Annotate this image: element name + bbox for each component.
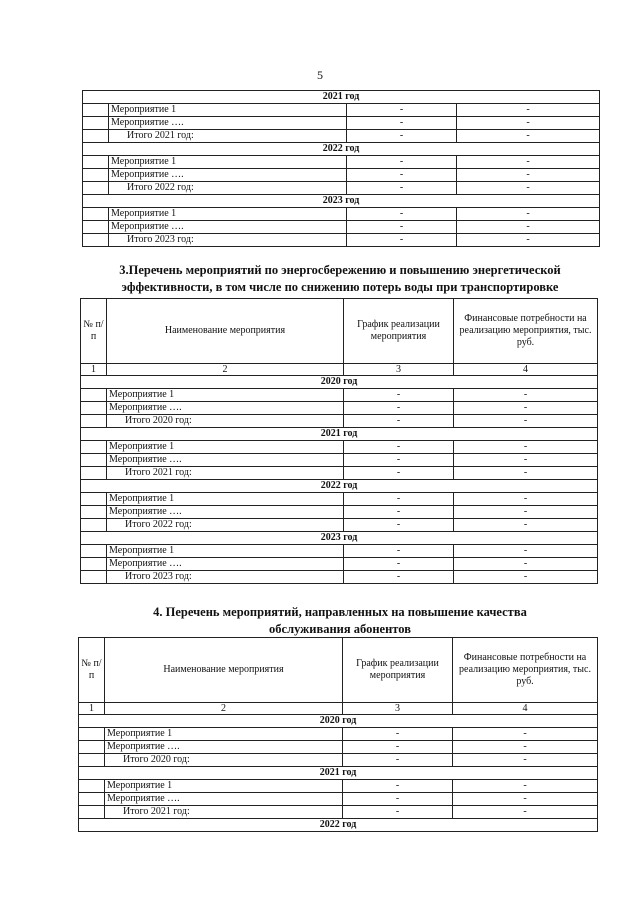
column-number: 1	[81, 364, 107, 376]
finance-value: -	[457, 169, 600, 182]
year-row	[83, 195, 600, 208]
year-label: 2022 год	[79, 819, 598, 832]
table-row	[81, 506, 598, 519]
row-number-cell	[83, 221, 109, 234]
table-row	[81, 558, 598, 571]
row-number-cell	[81, 545, 107, 558]
schedule-value: -	[347, 182, 457, 195]
measure-name: Мероприятие 1	[107, 441, 344, 454]
table-row	[81, 454, 598, 467]
row-number-cell	[83, 130, 109, 143]
measure-name: Мероприятие ….	[107, 506, 344, 519]
finance-value: -	[457, 182, 600, 195]
finance-value: -	[454, 493, 598, 506]
measure-name: Мероприятие ….	[107, 402, 344, 415]
schedule-value: -	[344, 415, 454, 428]
row-number-cell	[81, 506, 107, 519]
year-row	[83, 143, 600, 156]
year-row	[79, 715, 598, 728]
row-number-cell	[83, 234, 109, 247]
measure-name: Итого 2021 год:	[105, 806, 343, 819]
measure-name: Итого 2022 год:	[109, 182, 347, 195]
section-4-title-line-2: обслуживания абонентов	[269, 622, 411, 636]
table-row	[81, 402, 598, 415]
schedule-value: -	[344, 558, 454, 571]
schedule-value: -	[347, 156, 457, 169]
measure-name: Итого 2023 год:	[107, 571, 344, 584]
row-number-cell	[81, 571, 107, 584]
finance-value: -	[453, 754, 598, 767]
measure-name: Мероприятие ….	[107, 558, 344, 571]
measure-name: Итого 2020 год:	[107, 415, 344, 428]
finance-value: -	[454, 558, 598, 571]
finance-value: -	[454, 402, 598, 415]
header-name: Наименование мероприятия	[105, 638, 343, 703]
schedule-value: -	[343, 793, 453, 806]
column-number: 4	[454, 364, 598, 376]
measure-name: Итого 2022 год:	[107, 519, 344, 532]
column-number: 1	[79, 703, 105, 715]
schedule-value: -	[344, 519, 454, 532]
measure-name: Итого 2023 год:	[109, 234, 347, 247]
section-3-title-line-1: 3.Перечень мероприятий по энергосбережению и повышению энергетической	[119, 263, 561, 277]
finance-value: -	[454, 545, 598, 558]
year-label: 2021 год	[83, 91, 600, 104]
finance-value: -	[454, 454, 598, 467]
header-graph: График реализации мероприятия	[343, 638, 453, 703]
table-row	[81, 415, 598, 428]
finance-value: -	[453, 780, 598, 793]
row-number-cell	[81, 415, 107, 428]
year-label: 2022 год	[83, 143, 600, 156]
header-finance: Финансовые потребности на реализацию мероприятия, тыс. руб.	[454, 299, 598, 364]
schedule-value: -	[343, 754, 453, 767]
header-num: № п/п	[79, 638, 105, 703]
section-3-table	[80, 298, 598, 584]
measure-name: Итого 2021 год:	[107, 467, 344, 480]
table-row	[79, 793, 598, 806]
finance-value: -	[457, 130, 600, 143]
schedule-value: -	[347, 169, 457, 182]
finance-value: -	[454, 389, 598, 402]
row-number-cell	[79, 741, 105, 754]
measure-name: Мероприятие ….	[109, 221, 347, 234]
finance-value: -	[454, 415, 598, 428]
header-finance: Финансовые потребности на реализацию мероприятия, тыс. руб.	[453, 638, 598, 703]
row-number-cell	[83, 104, 109, 117]
column-number: 3	[344, 364, 454, 376]
table-row	[81, 571, 598, 584]
schedule-value: -	[344, 467, 454, 480]
measure-name: Мероприятие 1	[109, 104, 347, 117]
finance-value: -	[457, 234, 600, 247]
column-number: 4	[453, 703, 598, 715]
section-4-title-line-1: 4. Перечень мероприятий, направленных на повышение качества	[153, 605, 527, 619]
measure-name: Мероприятие ….	[107, 454, 344, 467]
row-number-cell	[81, 441, 107, 454]
year-row	[83, 91, 600, 104]
year-row	[79, 767, 598, 780]
year-label: 2020 год	[81, 376, 598, 389]
finance-value: -	[454, 519, 598, 532]
finance-value: -	[453, 741, 598, 754]
year-label: 2020 год	[79, 715, 598, 728]
section-3-title-line-2: эффективности, в том числе по снижению потерь воды при транспортировке	[121, 280, 559, 294]
section-4-title	[60, 604, 620, 638]
finance-value: -	[457, 156, 600, 169]
section-4-table	[78, 637, 598, 832]
schedule-value: -	[344, 454, 454, 467]
row-number-cell	[79, 728, 105, 741]
finance-value: -	[454, 467, 598, 480]
schedule-value: -	[343, 780, 453, 793]
header-row	[79, 638, 598, 703]
schedule-value: -	[344, 571, 454, 584]
row-number-cell	[81, 519, 107, 532]
measure-name: Мероприятие 1	[105, 780, 343, 793]
section-3-title	[60, 262, 620, 296]
header-name: Наименование мероприятия	[107, 299, 344, 364]
row-number-cell	[83, 117, 109, 130]
table-row	[79, 806, 598, 819]
row-number-cell	[81, 402, 107, 415]
year-row	[81, 480, 598, 493]
finance-value: -	[457, 117, 600, 130]
table-row	[83, 234, 600, 247]
table-body	[81, 376, 598, 584]
table-row	[83, 182, 600, 195]
schedule-value: -	[344, 506, 454, 519]
table-row	[81, 467, 598, 480]
schedule-value: -	[347, 234, 457, 247]
header-graph: График реализации мероприятия	[344, 299, 454, 364]
table-row	[83, 208, 600, 221]
table-row	[83, 130, 600, 143]
table-row	[83, 117, 600, 130]
finance-value: -	[453, 806, 598, 819]
row-number-cell	[83, 169, 109, 182]
finance-value: -	[453, 728, 598, 741]
finance-value: -	[453, 793, 598, 806]
measure-name: Мероприятие 1	[107, 493, 344, 506]
finance-value: -	[454, 441, 598, 454]
schedule-value: -	[343, 806, 453, 819]
measure-name: Мероприятие 1	[107, 389, 344, 402]
column-number: 2	[107, 364, 344, 376]
table-row	[79, 741, 598, 754]
table-row	[81, 519, 598, 532]
finance-value: -	[457, 221, 600, 234]
top-continuation-table	[82, 90, 600, 247]
schedule-value: -	[347, 130, 457, 143]
measure-name: Мероприятие ….	[105, 793, 343, 806]
year-row	[81, 376, 598, 389]
year-row	[81, 428, 598, 441]
measure-name: Мероприятие 1	[109, 208, 347, 221]
row-number-cell	[81, 389, 107, 402]
finance-value: -	[457, 208, 600, 221]
measure-name: Мероприятие ….	[109, 169, 347, 182]
year-label: 2022 год	[81, 480, 598, 493]
row-number-cell	[79, 806, 105, 819]
table-row	[83, 221, 600, 234]
table-row	[81, 545, 598, 558]
table-row	[83, 156, 600, 169]
schedule-value: -	[344, 545, 454, 558]
table-row	[79, 754, 598, 767]
row-number-cell	[81, 558, 107, 571]
finance-value: -	[457, 104, 600, 117]
table-row	[81, 493, 598, 506]
schedule-value: -	[347, 208, 457, 221]
measure-name: Мероприятие 1	[105, 728, 343, 741]
table-row	[83, 104, 600, 117]
measure-name: Мероприятие ….	[105, 741, 343, 754]
row-number-cell	[83, 208, 109, 221]
measure-name: Итого 2020 год:	[105, 754, 343, 767]
measure-name: Мероприятие 1	[107, 545, 344, 558]
row-number-cell	[81, 454, 107, 467]
row-number-cell	[79, 780, 105, 793]
schedule-value: -	[343, 728, 453, 741]
finance-value: -	[454, 506, 598, 519]
header-num: № п/п	[81, 299, 107, 364]
column-number: 3	[343, 703, 453, 715]
measure-name: Мероприятие ….	[109, 117, 347, 130]
year-row	[79, 819, 598, 832]
table-body	[79, 715, 598, 832]
column-number-row	[81, 364, 598, 376]
schedule-value: -	[347, 104, 457, 117]
schedule-value: -	[343, 741, 453, 754]
year-label: 2023 год	[83, 195, 600, 208]
table-row	[81, 441, 598, 454]
table-row	[79, 728, 598, 741]
year-label: 2021 год	[79, 767, 598, 780]
row-number-cell	[81, 467, 107, 480]
row-number-cell	[83, 156, 109, 169]
schedule-value: -	[344, 402, 454, 415]
measure-name: Итого 2021 год:	[109, 130, 347, 143]
finance-value: -	[454, 571, 598, 584]
row-number-cell	[83, 182, 109, 195]
schedule-value: -	[347, 117, 457, 130]
measure-name: Мероприятие 1	[109, 156, 347, 169]
header-row	[81, 299, 598, 364]
row-number-cell	[79, 754, 105, 767]
table-row	[81, 389, 598, 402]
row-number-cell	[81, 493, 107, 506]
year-label: 2023 год	[81, 532, 598, 545]
table-row	[79, 780, 598, 793]
table-row	[83, 169, 600, 182]
column-number: 2	[105, 703, 343, 715]
schedule-value: -	[344, 441, 454, 454]
schedule-value: -	[344, 493, 454, 506]
year-label: 2021 год	[81, 428, 598, 441]
table-body	[83, 91, 600, 247]
schedule-value: -	[344, 389, 454, 402]
page-number: 5	[317, 68, 323, 82]
year-row	[81, 532, 598, 545]
row-number-cell	[79, 793, 105, 806]
column-number-row	[79, 703, 598, 715]
schedule-value: -	[347, 221, 457, 234]
